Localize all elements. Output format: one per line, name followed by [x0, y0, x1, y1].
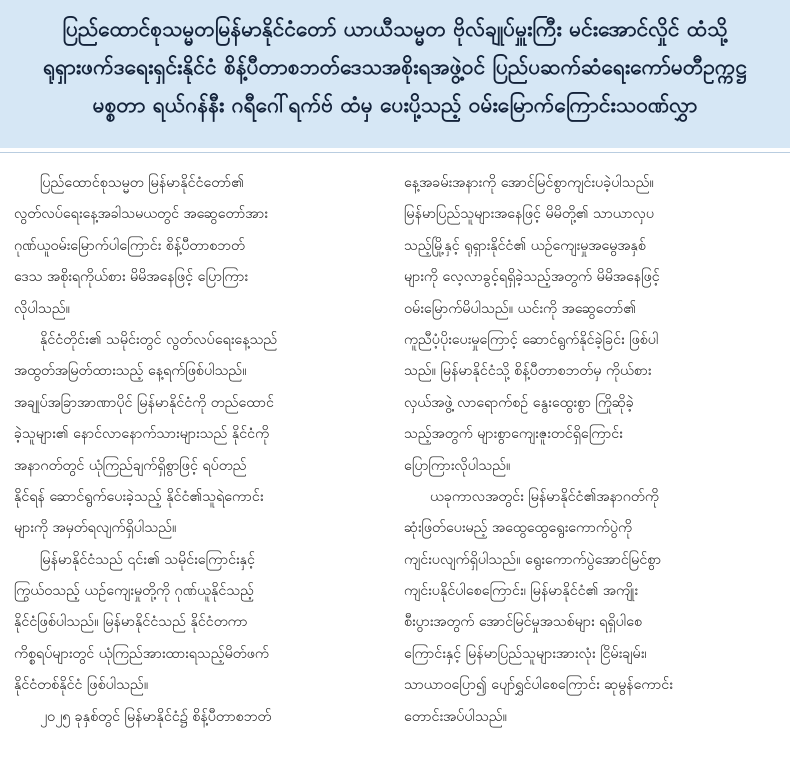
- body-line: များကို အမှတ်ရလျက်ရှိပါသည်။: [14, 520, 177, 537]
- body-line: မြန်မာပြည်သူများအနေဖြင့် မိမိတို့၏ သာယာလှပ: [404, 206, 655, 223]
- body-line: မြန်မာနိုင်ငံသည် ၎င်း၏ သမိုင်းကြောင်းနှင့်: [40, 551, 255, 568]
- body-line: ပြည်ထောင်စုသမ္မတ မြန်မာနိုင်ငံတော်၏: [40, 175, 244, 191]
- right-column: [404, 168, 776, 733]
- body-line: ဆုံးဖြတ်ပေးမည့် အထွေထွေရွေးကောက်ပွဲကို: [404, 520, 632, 537]
- headline-line: မစ္စတာ ရယ်ဂန်နီး ဂရီဂေါ်ရက်ဗ် ထံမှ ပေးပို့သည့် ဝမ်းမြောက်ကြောင်းသဝဏ်လွှာ: [92, 93, 698, 117]
- body-line: ဝမ်းမြောက်မိပါသည်။ ယင်းကို အဆွေတော်၏: [404, 300, 637, 317]
- headline-line: ရုရှားဖက်ဒရေးရှင်းနိုင်ငံ စိန့်ပီတာစဘတ်ဒေသအစိုးရအဖွဲ့ဝင် ပြည်ပဆက်ဆံရေးကော်မတီဥက္ကဋ္ဌ: [43, 55, 747, 79]
- body-line: ကျင်းပနိုင်ပါစေကြောင်း၊ မြန်မာနိုင်ငံ၏ အကျိုး: [404, 583, 638, 600]
- body-line: အနာဂတ်တွင် ယုံကြည်ချက်ရှိစွာဖြင့် ရပ်တည်: [14, 457, 247, 474]
- body-line: ယခုကာလအတွင်း မြန်မာနိုင်ငံ၏အနာဂတ်ကို: [430, 488, 659, 505]
- body-line: ခဲ့သူများ၏ နောင်လာနောက်သားများသည် နိုင်ငံကို: [14, 426, 270, 443]
- body-line: နိုင်ငံဖြစ်ပါသည်။ မြန်မာနိုင်ငံသည် နိုင်ငံတကာ: [14, 614, 248, 631]
- body-line: အထွတ်အမြတ်ထားသည့် နေ့ရက်ဖြစ်ပါသည်။: [14, 363, 247, 380]
- left-column: [14, 168, 386, 733]
- body-line: သာယာဝပြော၍ ပျော်ရွှင်ပါစေကြောင်း ဆုမွန်ကောင်း: [404, 677, 673, 694]
- body-line: လှယ်အဖွဲ့ လာရောက်စဉ် နွေးထွေးစွာ ကြိုဆိုခဲ့: [404, 394, 634, 411]
- body-line: ကျင်းပလျက်ရှိပါသည်။ ရွေးကောက်ပွဲအောင်မြင်စွာ: [404, 551, 662, 568]
- body-line: များကို လေ့လာခွင့်ရရှိခဲ့သည့်အတွက် မိမိအနေဖြင့်: [404, 269, 660, 286]
- body-line: သည်။ မြန်မာနိုင်ငံသို့ စိန့်ပီတာစဘတ်မှ ကိုယ်စား: [404, 363, 652, 380]
- body-line: လွတ်လပ်ရေးနေ့အခါသမယတွင် အဆွေတော်အား: [14, 206, 268, 223]
- body-line: သည့်မြို့နှင့် ရုရှားနိုင်ငံ၏ ယဉ်ကျေးမှုအမွေအနှစ်: [404, 237, 646, 254]
- body-line: လိုပါသည်။: [14, 300, 71, 317]
- headline-line: ပြည်ထောင်စုသမ္မတမြန်မာနိုင်ငံတော် ယာယီသမ္မတ ဗိုလ်ချုပ်မှူးကြီး မင်းအောင်လှိုင် ထံသို့: [62, 17, 728, 41]
- body-line: ကြောင်းနှင့် မြန်မာပြည်သူများအားလုံး ငြိမ်းချမ်း၊: [404, 645, 647, 662]
- body-line: သည့်အတွက် များစွာကျေးဇူးတင်ရှိကြောင်း: [404, 426, 623, 443]
- body-line: ဂုဏ်ယူဝမ်းမြောက်ပါကြောင်း စိန့်ပီတာစဘတ်: [14, 237, 245, 254]
- header-divider: [0, 152, 790, 153]
- body-line: နိုင်ငံတိုင်း၏ သမိုင်းတွင် လွတ်လပ်ရေးနေ့သည်: [40, 331, 278, 348]
- body-line: ကူညီပံ့ပိုးပေးမှုကြောင့် ဆောင်ရွက်နိုင်ခဲ့ခြင်း ဖြစ်ပါ: [404, 331, 659, 348]
- body-line: ကိစ္စရပ်များတွင် ယုံကြည်အားထားရသည့်မိတ်ဖက်: [14, 645, 269, 662]
- headline-banner: [0, 0, 790, 148]
- body-line: ကြွယ်ဝသည့် ယဉ်ကျေးမှုတို့ကို ဂုဏ်ယူနိုင်သည့်: [14, 583, 254, 600]
- body-line: ၂၀၂၅ ခုနှစ်တွင် မြန်မာနိုင်ငံ၌ စိန့်ပီတာစဘတ်: [40, 708, 272, 725]
- body-line: တောင်းအပ်ပါသည်။: [404, 708, 507, 725]
- body-line: စီးပွားအတွက် အောင်မြင်မှုအသစ်များ ရရှိပါစေ: [404, 614, 643, 631]
- body-line: ဒေသ အစိုးရကိုယ်စား မိမိအနေဖြင့် ပြောကြား: [14, 269, 249, 286]
- body-line: ပြောကြားလိုပါသည်။: [404, 457, 511, 474]
- body-line: နိုင်ရန် ဆောင်ရွက်ပေးခဲ့သည့် နိုင်ငံ၏သူရဲကောင်း: [14, 488, 264, 505]
- body-line: နိုင်ငံတစ်နိုင်ငံ ဖြစ်ပါသည်။: [14, 677, 149, 694]
- body-line: နေ့အခမ်းအနားကို အောင်မြင်စွာကျင်းပခဲ့ပါသည်။: [404, 175, 654, 191]
- body-line: အချုပ်အခြာအာဏာပိုင် မြန်မာနိုင်ငံကို တည်ထောင်: [14, 394, 274, 411]
